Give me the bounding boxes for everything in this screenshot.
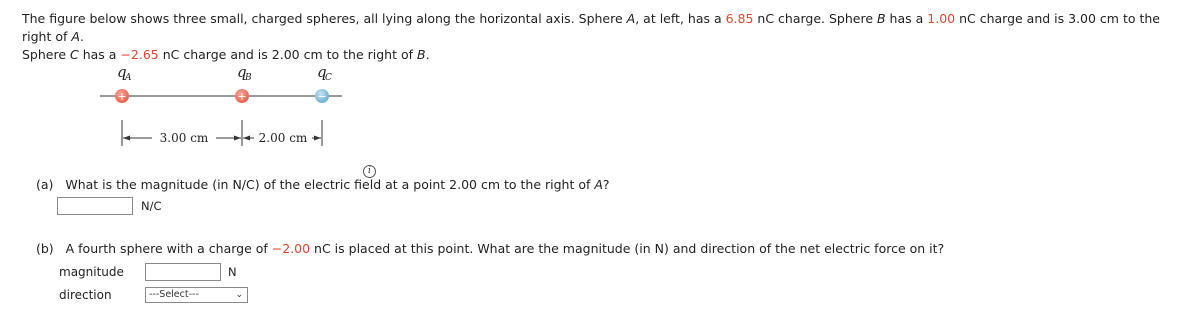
intro-text: , at left, has a bbox=[635, 11, 726, 26]
sphere-a-var: A bbox=[71, 29, 80, 44]
sphere-b-var: B bbox=[877, 11, 886, 26]
sphere-c bbox=[315, 89, 329, 103]
label-q-b: q bbox=[237, 63, 247, 81]
intro-text: has a bbox=[885, 11, 928, 26]
sphere-b bbox=[235, 89, 249, 103]
intro-text: nC charge. Sphere bbox=[753, 11, 877, 26]
arrow-right-icon bbox=[234, 136, 241, 141]
intro-text: nC charge and is 3.00 cm to the right of bbox=[22, 11, 1160, 44]
charge-c-value: −2.65 bbox=[120, 47, 159, 62]
magnitude-input[interactable] bbox=[145, 263, 221, 281]
label-sub-c: C bbox=[325, 73, 332, 83]
label-sub-a: A bbox=[125, 73, 132, 83]
question-b-prefix: (b) bbox=[36, 241, 54, 256]
arrow-right-icon bbox=[314, 136, 321, 141]
label-sub-b: B bbox=[245, 73, 252, 83]
question-b bbox=[36, 241, 944, 256]
sphere-a-var: A bbox=[594, 177, 603, 192]
dimension-label-bc: 2.00 cm bbox=[258, 131, 308, 145]
question-b-text: nC is placed at this point. What are the magnitude (in N) and direction of the net electric force on it? bbox=[310, 241, 945, 256]
sphere-b-var: B bbox=[416, 47, 426, 62]
problem-statement bbox=[22, 10, 1187, 64]
question-a bbox=[36, 177, 610, 192]
intro-text: has a bbox=[78, 47, 121, 62]
direction-label: direction bbox=[59, 288, 112, 302]
charges-figure bbox=[96, 58, 386, 168]
intro-text: The figure below shows three small, charged spheres, all lying along the horizontal axis. Sphere bbox=[22, 11, 627, 26]
direction-select[interactable] bbox=[145, 287, 248, 303]
minus-sign: − bbox=[317, 90, 327, 103]
electric-field-input[interactable] bbox=[57, 197, 133, 215]
sphere-c-var: C bbox=[70, 47, 79, 62]
intro-text: . bbox=[425, 47, 430, 62]
info-icon[interactable]: i bbox=[363, 165, 376, 178]
arrow-left-icon bbox=[123, 136, 130, 141]
plus-sign: + bbox=[117, 90, 127, 103]
electric-field-unit: N/C bbox=[141, 199, 162, 213]
sphere-a-var: A bbox=[626, 11, 636, 26]
chevron-down-icon: ⌄ bbox=[235, 290, 243, 300]
intro-text: nC charge and is 2.00 cm to the right of bbox=[158, 47, 417, 62]
label-q-c: q bbox=[317, 63, 327, 81]
dimension-label-ab: 3.00 cm bbox=[159, 131, 209, 145]
label-q-a: q bbox=[117, 63, 127, 81]
sphere-a bbox=[115, 89, 129, 103]
question-a-text: ? bbox=[602, 177, 610, 192]
fourth-charge-value: −2.00 bbox=[271, 241, 311, 256]
charge-b-value: 1.00 bbox=[927, 11, 956, 26]
charge-a-value: 6.85 bbox=[725, 11, 754, 26]
magnitude-label: magnitude bbox=[59, 265, 124, 279]
question-b-text: A fourth sphere with a charge of bbox=[65, 241, 272, 256]
intro-text: . bbox=[79, 29, 84, 44]
question-a-prefix: (a) bbox=[36, 177, 54, 192]
direction-selected-value: ---Select--- bbox=[149, 289, 199, 300]
plus-sign: + bbox=[237, 90, 247, 103]
magnitude-unit: N bbox=[228, 265, 237, 279]
intro-text: Sphere bbox=[22, 47, 71, 62]
question-a-text: What is the magnitude (in N/C) of the electric field at a point 2.00 cm to the right of bbox=[65, 177, 595, 192]
charges-diagram bbox=[96, 58, 386, 168]
